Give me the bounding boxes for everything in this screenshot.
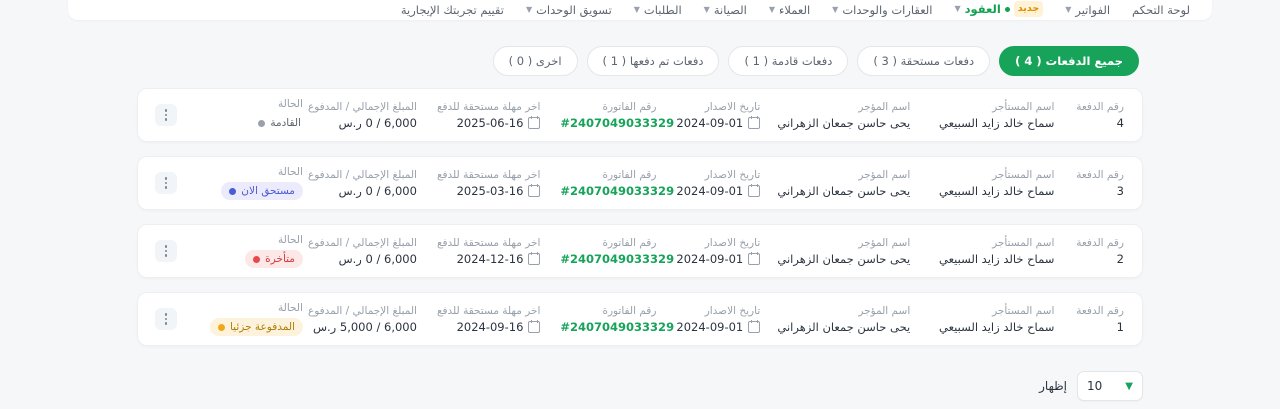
cell-due_date (427, 169, 550, 198)
column-label-invoice_number: رقم الفاتورة (602, 100, 657, 113)
calendar-icon (748, 185, 760, 197)
column-label-status: الحالة (278, 166, 303, 178)
column-label-tenant_name: اسم المستأجر (992, 168, 1055, 181)
value-amount: 6,000 / 0 ر.س (338, 183, 417, 198)
table-row[interactable] (137, 88, 1143, 142)
calendar-icon (528, 117, 540, 129)
column-label-invoice_number: رقم الفاتورة (602, 168, 657, 181)
value-payment_number: 2 (1116, 251, 1124, 266)
chevron-down-icon: ▼ (832, 5, 839, 14)
row-menu-icon[interactable] (155, 104, 177, 126)
nav-item-label: العقارات والوحدات (842, 3, 933, 17)
filter-chip-0[interactable] (999, 46, 1139, 76)
cell-actions (146, 240, 186, 262)
nav-item-badge: جديد (1014, 1, 1043, 17)
value-tenant_name: سماح خالد زايد السبيعي (939, 319, 1055, 334)
filter-chip-label: دفعات تم دفعها ( 1 ) (602, 54, 704, 68)
column-label-tenant_name: اسم المستأجر (992, 100, 1055, 113)
value-text: 2024-09-01 (676, 183, 744, 198)
cell-lessor_name (770, 169, 920, 198)
cell-actions (146, 172, 186, 194)
cell-payment_number (1064, 101, 1134, 130)
filter-chip-2[interactable] (728, 46, 848, 76)
value-lessor_name: يحى حاسن جمعان الزهراني (777, 319, 911, 334)
column-label-issue_date: تاريخ الاصدار (704, 168, 761, 181)
value-invoice_number[interactable]: #2407049033329 (560, 115, 675, 130)
value-lessor_name: يحى حاسن جمعان الزهراني (777, 183, 911, 198)
nav-item-5[interactable] (704, 3, 747, 17)
nav-item-label: الطلبات (643, 3, 682, 17)
cell-status (186, 166, 313, 200)
value-text: 2024-09-01 (676, 115, 744, 130)
chevron-down-icon: ▼ (633, 5, 640, 14)
column-label-invoice_number: رقم الفاتورة (602, 236, 657, 249)
cell-status (186, 234, 313, 268)
status-badge-label: مستحق الان (241, 185, 295, 197)
nav-item-label: تسويق الوحدات (536, 3, 612, 17)
cell-actions (146, 104, 186, 126)
value-tenant_name: سماح خالد زايد السبيعي (939, 115, 1055, 130)
cell-due_date (427, 237, 550, 266)
chevron-down-icon: ▼ (768, 5, 775, 14)
cell-due_date (427, 101, 550, 130)
cell-tenant_name (920, 101, 1064, 130)
nav-item-label: الصيانة (713, 3, 747, 17)
column-label-tenant_name: اسم المستأجر (992, 236, 1055, 249)
calendar-icon (528, 185, 540, 197)
filter-chip-4[interactable] (493, 46, 578, 76)
calendar-icon (748, 117, 760, 129)
column-label-due_date: اخر مهلة مستحقة للدفع (436, 100, 541, 113)
cell-invoice_number (550, 100, 675, 130)
main-navigation (68, 0, 1212, 20)
column-label-amount: المبلغ الإجمالي / المدفوع (307, 236, 417, 249)
value-lessor_name: يحى حاسن جمعان الزهراني (777, 251, 911, 266)
nav-item-label: الفواتير (1075, 3, 1111, 17)
filter-chip-3[interactable] (587, 46, 720, 76)
nav-item-label: العقود (964, 2, 1001, 16)
column-label-lessor_name: اسم المؤجر (858, 304, 911, 317)
nav-item-3[interactable] (832, 3, 932, 17)
column-label-issue_date: تاريخ الاصدار (704, 100, 761, 113)
cell-issue_date (666, 169, 770, 198)
cell-lessor_name (770, 237, 920, 266)
value-text: 2025-06-16 (456, 115, 524, 130)
cell-actions (146, 308, 186, 330)
value-amount: 6,000 / 5,000 ر.س (312, 319, 417, 334)
row-menu-icon[interactable] (155, 172, 177, 194)
nav-item-2[interactable] (955, 1, 1044, 17)
cell-lessor_name (770, 101, 920, 130)
value-amount: 6,000 / 0 ر.س (338, 115, 417, 130)
value-amount: 6,000 / 0 ر.س (338, 251, 417, 266)
column-label-amount: المبلغ الإجمالي / المدفوع (307, 168, 417, 181)
status-badge (221, 182, 303, 200)
calendar-icon (528, 253, 540, 265)
cell-payment_number (1064, 237, 1134, 266)
cell-tenant_name (920, 305, 1064, 334)
list-footer (137, 371, 1143, 401)
cell-tenant_name (920, 237, 1064, 266)
cell-issue_date (666, 101, 770, 130)
cell-amount (307, 304, 427, 334)
cell-issue_date (666, 237, 770, 266)
value-payment_number: 4 (1116, 115, 1124, 130)
nav-item-6[interactable] (634, 3, 682, 17)
cell-issue_date (666, 305, 770, 334)
column-label-invoice_number: رقم الفاتورة (602, 304, 657, 317)
calendar-icon (748, 321, 760, 333)
nav-item-0[interactable] (1132, 3, 1190, 17)
value-issue_date (676, 185, 760, 198)
page-size-label: إظهار (1039, 379, 1067, 393)
status-badge-label: متأخرة (265, 253, 295, 265)
cell-invoice_number (550, 168, 675, 198)
nav-item-label: لوحة التحكم (1132, 3, 1190, 17)
table-row[interactable] (137, 156, 1143, 210)
column-label-status: الحالة (278, 234, 303, 246)
column-label-lessor_name: اسم المؤجر (858, 236, 911, 249)
cell-amount (307, 168, 427, 198)
column-label-status: الحالة (278, 98, 303, 110)
payments-list (137, 88, 1143, 360)
value-tenant_name: سماح خالد زايد السبيعي (939, 251, 1055, 266)
cell-amount (307, 236, 427, 266)
column-label-amount: المبلغ الإجمالي / المدفوع (307, 304, 417, 317)
value-lessor_name: يحى حاسن جمعان الزهراني (777, 115, 911, 130)
value-due_date (437, 253, 540, 266)
column-label-status: الحالة (278, 302, 303, 314)
column-label-due_date: اخر مهلة مستحقة للدفع (436, 236, 541, 249)
row-menu-icon[interactable] (155, 308, 177, 330)
value-text: 2024-09-16 (456, 319, 524, 334)
nav-item-7[interactable] (526, 3, 612, 17)
filter-chip-label: دفعات مستحقة ( 3 ) (873, 54, 975, 68)
table-row[interactable] (137, 224, 1143, 278)
payment-filter-chips (0, 46, 1280, 76)
chevron-down-icon: ▼ (1125, 380, 1133, 392)
column-label-payment_number: رقم الدفعة (1076, 168, 1124, 181)
column-label-issue_date: تاريخ الاصدار (704, 304, 761, 317)
cell-amount (307, 100, 427, 130)
status-badge (256, 114, 303, 132)
nav-item-1[interactable] (1065, 3, 1110, 17)
chevron-down-icon: ▼ (1065, 5, 1072, 14)
filter-chip-label: جميع الدفعات ( 4 ) (1015, 54, 1123, 68)
value-due_date (437, 321, 540, 334)
filter-chip-label: دفعات قادمة ( 1 ) (744, 54, 833, 68)
column-label-payment_number: رقم الدفعة (1076, 100, 1124, 113)
cell-lessor_name (770, 305, 920, 334)
nav-item-8[interactable] (401, 3, 504, 17)
page-size-select[interactable] (1077, 371, 1143, 401)
value-issue_date (676, 321, 760, 334)
value-issue_date (676, 253, 760, 266)
column-label-due_date: اخر مهلة مستحقة للدفع (436, 168, 541, 181)
column-label-lessor_name: اسم المؤجر (858, 168, 911, 181)
cell-tenant_name (920, 169, 1064, 198)
nav-item-4[interactable] (769, 3, 810, 17)
cell-status (186, 98, 313, 132)
value-invoice_number[interactable]: #2407049033329 (560, 319, 675, 334)
value-text: 2024-12-16 (456, 251, 524, 266)
row-menu-icon[interactable] (155, 240, 177, 262)
value-text: 2024-09-01 (676, 319, 744, 334)
status-badge-label: المدفوعة جزئيا (229, 321, 295, 333)
value-payment_number: 3 (1116, 183, 1124, 198)
cell-payment_number (1064, 169, 1134, 198)
value-due_date (437, 185, 540, 198)
chevron-down-icon: ▼ (954, 4, 961, 13)
column-label-due_date: اخر مهلة مستحقة للدفع (436, 304, 541, 317)
status-dot-icon (253, 256, 260, 263)
column-label-amount: المبلغ الإجمالي / المدفوع (307, 100, 417, 113)
status-dot-icon (229, 188, 236, 195)
value-text: 2024-09-01 (676, 251, 744, 266)
chevron-down-icon: ▼ (703, 5, 710, 14)
cell-invoice_number (550, 304, 675, 334)
cell-due_date (427, 305, 550, 334)
value-invoice_number[interactable]: #2407049033329 (560, 251, 675, 266)
status-dot-icon (258, 120, 265, 127)
column-label-tenant_name: اسم المستأجر (992, 304, 1055, 317)
value-invoice_number[interactable]: #2407049033329 (560, 183, 675, 198)
value-issue_date (676, 117, 760, 130)
nav-item-label: تقييم تجربتك الإيجارية (400, 3, 504, 17)
column-label-payment_number: رقم الدفعة (1076, 236, 1124, 249)
status-badge (245, 250, 303, 268)
table-row[interactable] (137, 292, 1143, 346)
column-label-lessor_name: اسم المؤجر (858, 100, 911, 113)
cell-invoice_number (550, 236, 675, 266)
nav-item-label: العملاء (779, 3, 811, 17)
calendar-icon (528, 321, 540, 333)
page-size-value: 10 (1087, 379, 1103, 393)
filter-chip-label: اخرى ( 0 ) (508, 54, 562, 68)
status-badge (210, 318, 303, 336)
page-size-control (1039, 371, 1143, 401)
active-indicator-icon (1005, 7, 1010, 12)
status-badge-label: القادمة (270, 117, 301, 129)
value-text: 2025-03-16 (456, 183, 524, 198)
chevron-down-icon: ▼ (525, 5, 533, 14)
calendar-icon (748, 253, 760, 265)
status-dot-icon (218, 324, 225, 331)
value-tenant_name: سماح خالد زايد السبيعي (939, 183, 1055, 198)
column-label-issue_date: تاريخ الاصدار (704, 236, 761, 249)
filter-chip-1[interactable] (857, 46, 990, 76)
column-label-payment_number: رقم الدفعة (1076, 304, 1124, 317)
value-due_date (437, 117, 540, 130)
cell-status (186, 302, 313, 336)
value-payment_number: 1 (1116, 319, 1124, 334)
cell-payment_number (1064, 305, 1134, 334)
